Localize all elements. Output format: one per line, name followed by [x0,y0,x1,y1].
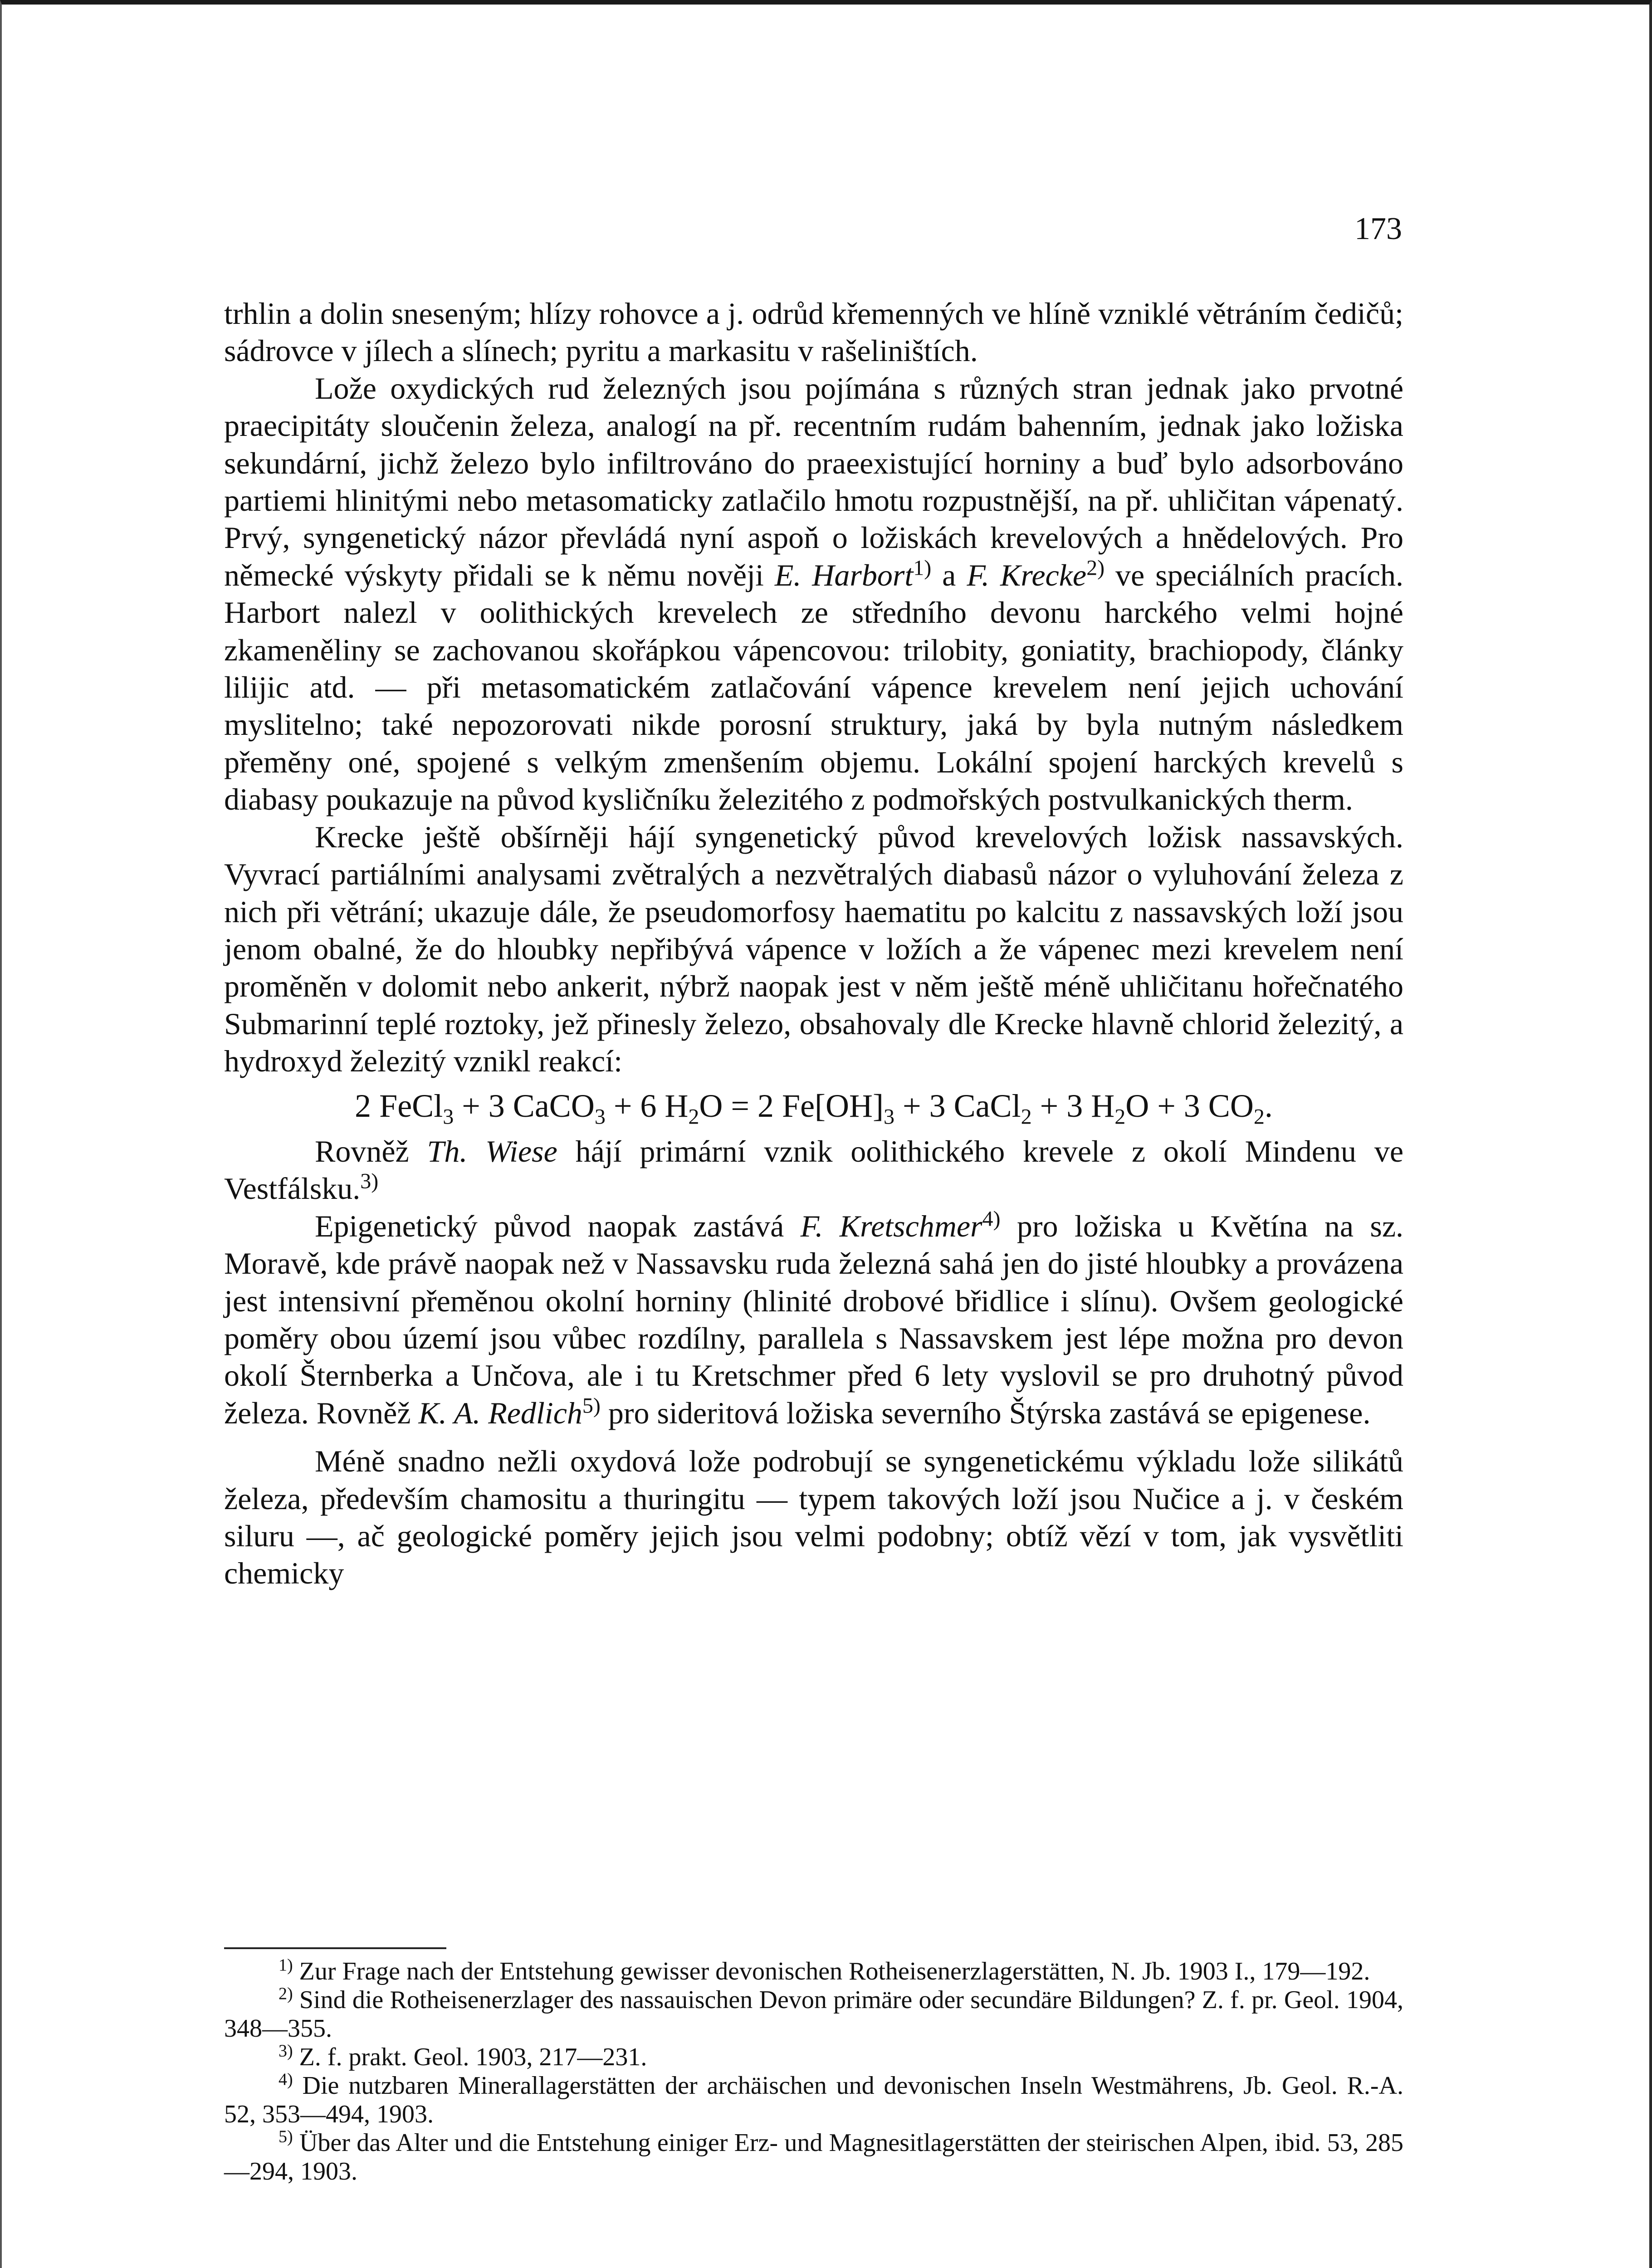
author-name: F. Kretschmer [800,1208,982,1243]
eq-part: O = 2 Fe[OH] [699,1087,884,1124]
paragraph-text: Lože oxydických rud železných jsou pojímána s různých stran jednak jako prvotné praecipitáty sloučenin železa, analogí na př. recentním rudám bahenním, jednak jako ložiska sekundární, jichž železo bylo infiltrováno do praeexistující horniny a buď bylo adsorbováno partiemi hlinitými nebo metasomaticky zatlačilo hmotu rozpustnější, na př. uhličitan vápenatý. Prvý, syngenetický názor převládá nyní aspoň o ložiskách krevelových a hnědelových. Pro německé výskyty přidali se k němu nověji [224,371,1403,592]
footnote [224,2072,1403,2129]
eq-part: 2 FeCl [355,1087,443,1124]
paragraph-text: Rovněž [315,1134,409,1168]
author-name: E. Harbort [774,557,914,592]
paragraph-text: a [942,557,956,592]
footnote-text: Die nutzbaren Minerallagerstätten der archäischen und devonischen Inseln Westmährens, Jb. Geol. R.-A. 52, 353—494, 1903. [224,2072,1404,2128]
paragraph-epigenetic [224,1207,1403,1432]
footnote-ref[interactable]: 2) [1086,556,1105,580]
chemical-equation [224,1087,1403,1129]
footnote-mark: 4) [279,2070,293,2089]
author-name: Th. Wiese [427,1134,557,1168]
footnote-text: Über das Alter und die Entstehung einiger Erz- und Magnesitlagerstätten der steirischen Alpen, ibid. 53, 285—294, 1903. [224,2129,1403,2185]
paragraph-text: pro ložiska u Květína na sz. Moravě, kde právě naopak než v Nassavsku ruda železná sahá jen do jisté hloubky a provázena jest intensivní přeměnou okolní horniny (hlinité drobové břidlice i slínu). Ovšem geologické poměry obou území jsou vůbec rozdílny, parallela s Nassavskem jest lépe možna pro devon okolí Šternberka a Unčova, ale i tu Kretschmer před 6 lety vyslovil se pro druhotný původ železa. Rovněž [224,1208,1404,1430]
eq-subscript: 2 [688,1104,699,1129]
main-text [224,295,1403,1592]
eq-part: + 3 CaCO [454,1087,595,1124]
paragraph-text: ve speciálních pracích. Harbort nalezl v oolithických krevelech ze středního devonu harckého velmi hojné zkameněliny se zachovanou skořápkou vápencovou: trilobity, goniatity, brachiopody, články lilijic atd. — při metasomatickém zatlačování vápence krevelem není jejich uchování myslitelno; také nepozorovati nikde porosní struktury, jaká by byla nutným následkem přeměny oné, spojené s velkým zmenšením objemu. Lokální spojení harckých krevelů s diabasy poukazuje na původ kysličníku železitého z podmořských postvulkanických therm. [224,557,1404,817]
author-name: F. Krecke [967,557,1087,592]
footnote-ref[interactable]: 4) [982,1207,1001,1231]
footnote [224,1986,1403,2043]
footnote-text: Z. f. prakt. Geol. 1903, 217—231. [299,2043,647,2071]
footnote-text: Sind die Rotheisenerzlager des nassauischen Devon primäre oder secundäre Bildungen? Z. f. pr. Geol. 1904, 348—355. [224,1986,1403,2043]
eq-part: O + 3 CO [1125,1087,1254,1124]
eq-subscript: 2 [1114,1104,1126,1129]
footnote-mark: 2) [279,1984,293,2004]
eq-subscript: 2 [1021,1104,1032,1129]
footnote-divider [224,1947,446,1949]
footnote-ref[interactable]: 5) [582,1393,601,1418]
paragraph-text: pro sideritová ložiska severního Štýrska zastává se epigenese. [608,1395,1371,1430]
paragraph-text: Epigenetický původ naopak zastává [315,1208,784,1243]
footnote-mark: 1) [279,1955,293,1975]
eq-subscript: 3 [443,1104,454,1129]
eq-part: + 3 H [1031,1087,1115,1124]
footnote-ref[interactable]: 1) [913,556,932,580]
page-number: 173 [1354,211,1402,246]
footnote [224,2043,1403,2072]
footnote-mark: 5) [279,2127,293,2146]
paragraph-silicates: Méně snadno nežli oxydová lože podrobují se syngenetickému výkladu lože silikátů železa, především chamositu a thuringitu — typem takových loží jsou Nučice a j. v českém siluru —, ač geologické poměry jejich jsou velmi podobny; obtíž vězí v tom, jak vysvětliti chemicky [224,1444,1403,1591]
paragraph-wiese [224,1133,1403,1207]
eq-subscript: 2 [1253,1104,1265,1129]
footnotes [224,1957,1403,2186]
eq-part: + 6 H [605,1087,689,1124]
paragraph-text: hájí primární vznik oolithického krevele z okolí Mindenu ve Vestfálsku. [224,1134,1404,1206]
footnote [224,2129,1403,2186]
paragraph-gap [224,1432,1403,1442]
paragraph-krecke: Krecke ještě obšírněji hájí syngenetický původ krevelových ložisk nassavských. Vyvrací partiálními analysami zvětralých a nezvětralých diabasů názor o vyluhování železa z nich při větrání; ukazuje dále, že pseudomorfosy haematitu po kalcitu z nassavských loží jsou jenom obalné, že do hloubky nepřibývá vápence v ložích a že vápenec mezi krevelem není proměněn v dolomit nebo ankerit, nýbrž naopak jest v něm ještě méně uhličitanu hořečnatého Submarinní teplé roztoky, jež přinesly železo, obsahovaly dle Krecke hlavně chlorid železitý, a hydroxyd železitý vznikl reakcí: [224,819,1403,1079]
eq-part: . [1264,1087,1273,1124]
footnote-ref[interactable]: 3) [360,1169,379,1193]
author-name: K. A. Redlich [418,1395,582,1430]
footnote-mark: 3) [279,2041,293,2061]
eq-subscript: 3 [883,1104,894,1129]
footnote [224,1957,1403,1986]
footnote-text: Zur Frage nach der Entstehung gewisser devonischen Rotheisenerzlagerstätten, N. Jb. 1903 I., 179—192. [299,1957,1370,1985]
paragraph-oxide-ores [224,370,1403,818]
eq-part: + 3 CaCl [894,1087,1021,1124]
eq-subscript: 3 [594,1104,606,1129]
paragraph-continuation: trhlin a dolin sneseným; hlízy rohovce a j. odrůd křemenných ve hlíně vzniklé větráním čedičů; sádrovce v jílech a slínech; pyritu a markasitu v rašeliništích. [224,296,1403,368]
